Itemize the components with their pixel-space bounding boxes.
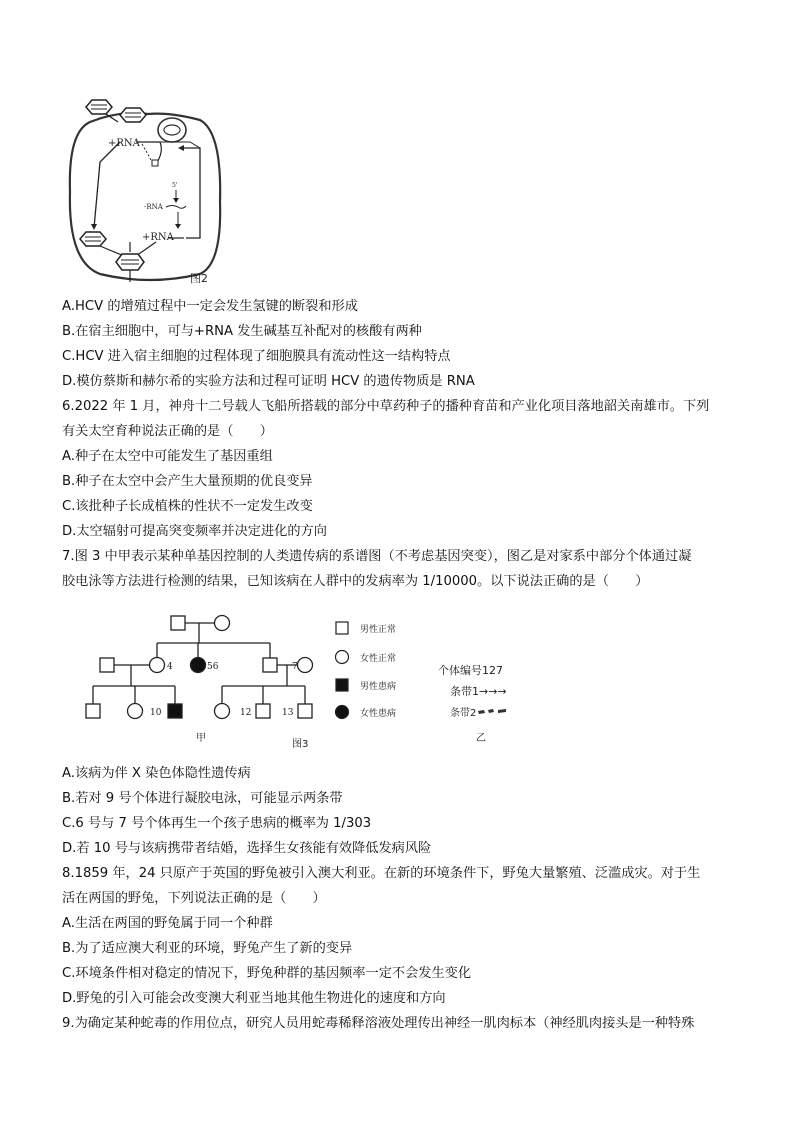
q8-stem-line-1: 8.1859 年，24 只原产于英国的野兔被引入澳大利亚。在新的环境条件下，野兔大量繁殖、泛滥成灾。对于生 bbox=[62, 866, 701, 881]
pedigree-female-normal bbox=[298, 658, 313, 673]
figure-3-pedigree bbox=[80, 608, 540, 758]
rna-plus-top-label: +RNA bbox=[108, 138, 140, 149]
legend-male-normal: 男性正常 bbox=[360, 625, 397, 635]
q8-option-d: D.野兔的引入可能会改变澳大利亚当地其他生物进化的速度和方向 bbox=[62, 991, 446, 1006]
figure-3-caption-yi: 乙 bbox=[476, 733, 486, 744]
q9-stem-line-1: 9.为确定某种蛇毒的作用位点，研究人员用蛇毒稀释溶液处理传出神经一肌肉标本（神经肌肉接头是一种特殊 bbox=[62, 1016, 695, 1031]
q8-option-a: A.生活在两国的野兔属于同一个种群 bbox=[62, 916, 273, 931]
pedigree-label-7: 7 bbox=[292, 662, 298, 672]
pedigree-label-10: 10 bbox=[150, 708, 162, 718]
figure-2-hcv-diagram bbox=[60, 92, 230, 288]
q6-option-a: A.种子在太空中可能发生了基因重组 bbox=[62, 449, 273, 464]
pedigree-male-affected bbox=[168, 704, 182, 718]
pedigree-female-normal bbox=[215, 616, 230, 631]
q5-option-b: B.在宿主细胞中，可与+RNA 发生碱基互补配对的核酸有两种 bbox=[62, 324, 422, 339]
virus-icon bbox=[86, 100, 112, 114]
q7-option-a: A.该病为伴 X 染色体隐性遗传病 bbox=[62, 766, 251, 781]
q7-stem-line-1: 7.图 3 中甲表示某种单基因控制的人类遗传病的系谱图（不考虑基因突变），图乙是对家系中部分个体通过凝 bbox=[62, 549, 692, 564]
q7-stem-line-2: 胶电泳等方法进行检测的结果，已知该病在人群中的发病率为 1/10000。以下说法正确的是（ ） bbox=[62, 574, 649, 589]
pedigree-male-normal bbox=[86, 704, 100, 718]
legend-male-affected-icon bbox=[336, 679, 348, 691]
pedigree-female-normal bbox=[150, 658, 165, 673]
q8-option-c: C.环境条件相对稳定的情况下，野兔种群的基因频率一定不会发生变化 bbox=[62, 966, 472, 981]
q7-option-d: D.若 10 号与该病携带者结婚，选择生女孩能有效降低发病风险 bbox=[62, 841, 432, 856]
pedigree-label-13: 13 bbox=[282, 708, 294, 718]
legend-male-normal-icon bbox=[336, 622, 348, 634]
virus-icon bbox=[116, 254, 144, 270]
small-mark-label: 5' bbox=[172, 182, 178, 189]
gel-band-1-label: 条带1→→→ bbox=[450, 685, 507, 698]
pedigree-label-12: 12 bbox=[240, 708, 252, 718]
figure-2-caption: 图2 bbox=[190, 272, 208, 285]
q5-option-a: A.HCV 的增殖过程中一定会发生氢键的断裂和形成 bbox=[62, 299, 358, 314]
q6-stem-line-2: 有关太空育种说法正确的是（ ） bbox=[62, 424, 273, 439]
figure-3-caption: 图3 bbox=[292, 739, 309, 750]
q6-stem-line-1: 6.2022 年 1 月，神舟十二号载人飞船所搭载的部分中草药种子的播种育苗和产业化项目落地韶关南雄市。下列 bbox=[62, 399, 710, 414]
gel-band-2-label: 条带2 bbox=[450, 708, 477, 719]
q6-option-d: D.太空辐射可提高突变频率并决定进化的方向 bbox=[62, 524, 327, 539]
rna-minus-label: -RNA bbox=[144, 203, 163, 211]
gel-band-2-marks bbox=[478, 709, 506, 714]
pedigree-female-normal bbox=[128, 704, 143, 719]
pedigree-male-normal bbox=[298, 704, 312, 718]
pedigree-male-normal bbox=[171, 616, 185, 630]
pedigree-female-normal bbox=[215, 704, 230, 719]
q6-option-b: B.种子在太空中会产生大量预期的优良变异 bbox=[62, 474, 313, 489]
virus-icon bbox=[120, 108, 146, 122]
gel-header: 个体编号127 bbox=[438, 664, 503, 677]
pedigree-female-affected bbox=[191, 658, 206, 673]
pedigree-male-normal bbox=[256, 704, 270, 718]
pedigree-label-56: 56 bbox=[207, 662, 219, 672]
virus-icon bbox=[80, 232, 106, 246]
q5-option-d: D.模仿蔡斯和赫尔希的实验方法和过程可证明 HCV 的遗传物质是 RNA bbox=[62, 374, 475, 389]
pedigree-label-4: 4 bbox=[167, 662, 173, 672]
legend-female-affected-icon bbox=[336, 706, 349, 719]
q6-option-c: C.该批种子长成植株的性状不一定发生改变 bbox=[62, 499, 313, 514]
rna-plus-bottom-label: +RNA bbox=[142, 232, 174, 243]
q5-option-c: C.HCV 进入宿主细胞的过程体现了细胞膜具有流动性这一结构特点 bbox=[62, 349, 451, 364]
legend-male-affected: 男性患病 bbox=[360, 682, 397, 692]
q8-stem-line-2: 活在两国的野兔，下列说法正确的是（ ） bbox=[62, 891, 326, 906]
q7-option-c: C.6 号与 7 号个体再生一个孩子患病的概率为 1/303 bbox=[62, 816, 372, 831]
pedigree-male-normal bbox=[100, 658, 114, 672]
figure-3-caption-jia: 甲 bbox=[196, 733, 206, 744]
legend-female-affected: 女性患病 bbox=[360, 709, 397, 719]
pedigree-male-normal bbox=[263, 658, 277, 672]
legend-female-normal: 女性正常 bbox=[360, 654, 397, 664]
q7-option-b: B.若对 9 号个体进行凝胶电泳，可能显示两条带 bbox=[62, 791, 343, 806]
legend-female-normal-icon bbox=[336, 651, 349, 664]
q8-option-b: B.为了适应澳大利亚的环境，野兔产生了新的变异 bbox=[62, 941, 353, 956]
